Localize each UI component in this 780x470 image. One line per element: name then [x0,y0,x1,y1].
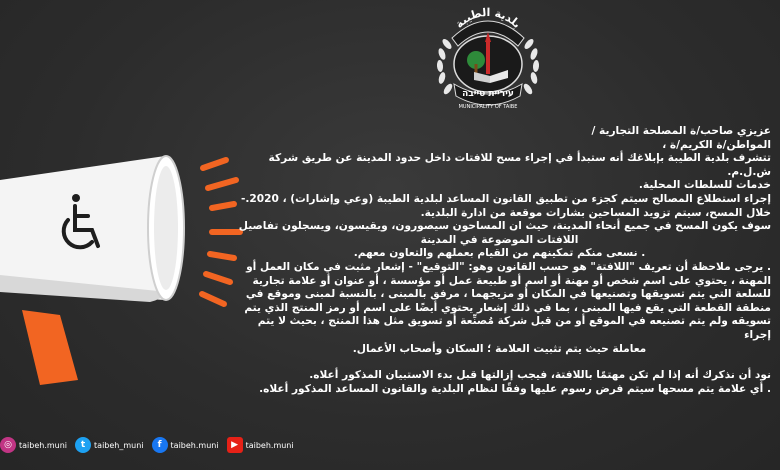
social-handle: taibeh_muni [94,440,144,450]
logo-english-text: MUNICIPALITY OF TAIBE [458,104,518,110]
paragraph-line: . يرجى ملاحظة أن تعريف "اللافتة" هو حسب القانون وهو: "التوقيع" - إشعار مثبت في مكان العمل أو [246,260,771,273]
laurel-right-icon [522,37,539,95]
municipality-logo [428,4,548,116]
announcement-text [228,125,771,396]
megaphone-handle [22,310,78,385]
closing-line: . أي علامة يتم مسحها سيتم فرض رسوم عليها وفقًا لنظام البلدية والقانون المساعد المذكور أعلاه. [259,382,771,395]
svg-text:بلدية الطيبة: بلدية الطيبة [452,5,524,31]
paragraph-line: إجراء استطلاع المصالح سيتم كجزء من تطبيق القانون المساعد لبلدية الطيبة (وعي وإشارات) ، 2020.- [240,192,771,205]
paragraph-line: خدمات للسلطات المحلية. [638,179,771,192]
social-facebook[interactable] [152,437,219,453]
greeting-line: عزيزي صاحب/ة المصلحة التجارية / [591,125,771,137]
paragraph-line: معاملة حيث يتم تثبيت العلامة ؛ السكان وأصحاب الأعمال. [352,342,647,355]
social-instagram[interactable] [0,437,67,453]
social-handle: taibeh.muni [170,440,219,450]
youtube-icon: ▶ [227,437,243,453]
paragraph-line: منطقة القطعة التي يقع فيها المبنى ، بما في ذلك إشعار يحتوي أيضًا على اسم أو رمز المنتج الذي يتم [244,301,771,314]
social-handle: taibeh.muni [19,440,68,450]
laurel-left-icon [436,37,453,95]
greeting-line: المواطن/ة الكريم/ة ، [662,138,771,151]
paragraph-line: . نسعى منكم تمكينهم من القيام بعملهم والتعاون معهم. [353,247,646,260]
twitter-icon: t [75,437,91,453]
social-handle: taibeh.muni [245,440,294,450]
paragraph-line: سوف يكون المسح في جميع أنحاء المدينة، حيث ان المساحون سيصورون، ويقيسون، ويسجلون تفاصيل [238,220,771,233]
social-twitter[interactable] [75,437,144,453]
social-footer [0,432,294,458]
paragraph-line: تسويقه ولم يتم تصنيعه في الموقع أو من قبل شركة مُصنِّعة أو تسويق مثل هذا المنتج ، بحيث لا يتم إجراء [257,315,771,341]
paragraph-line: اللافتات الموضوعة في المدينة [420,233,579,246]
paragraph-line: المهنة ، يحتوي على اسم شخص أو مهنة أو اسم أو طبيعة عمل أو مؤسسة ، أو عنوان أو علامة تجارية [252,274,771,287]
social-youtube[interactable] [227,437,294,453]
facebook-icon: f [152,437,168,453]
instagram-icon: ◎ [0,437,16,453]
megaphone-illustration [0,150,260,400]
closing-line: نود أن نذكرك أنه إذا لم تكن مهتمًا باللافتة، فيجب إزالتها قبل بدء الاستبيان المذكور أعلاه. [309,369,771,382]
paragraph-line: تتشرف بلدية الطيبة بإبلاغك أنه ستبدأ في إجراء مسح للافتات داخل حدود المدينة عن طريق شركة ش.ل.م. [268,152,771,178]
paragraph-line: للسلعة التي يتم تسويقها وتصنيعها في المكان أو مزيجهما ، مرفق بالمبنى ، بالنسبة لمبنى وموقع في [245,288,771,301]
logo-hebrew-text: עיריית טייבה [462,89,514,99]
paragraph-line: خلال المسح، سيتم تزويد المساحين بشارات موقعة من ادارة البلدية. [420,206,771,219]
